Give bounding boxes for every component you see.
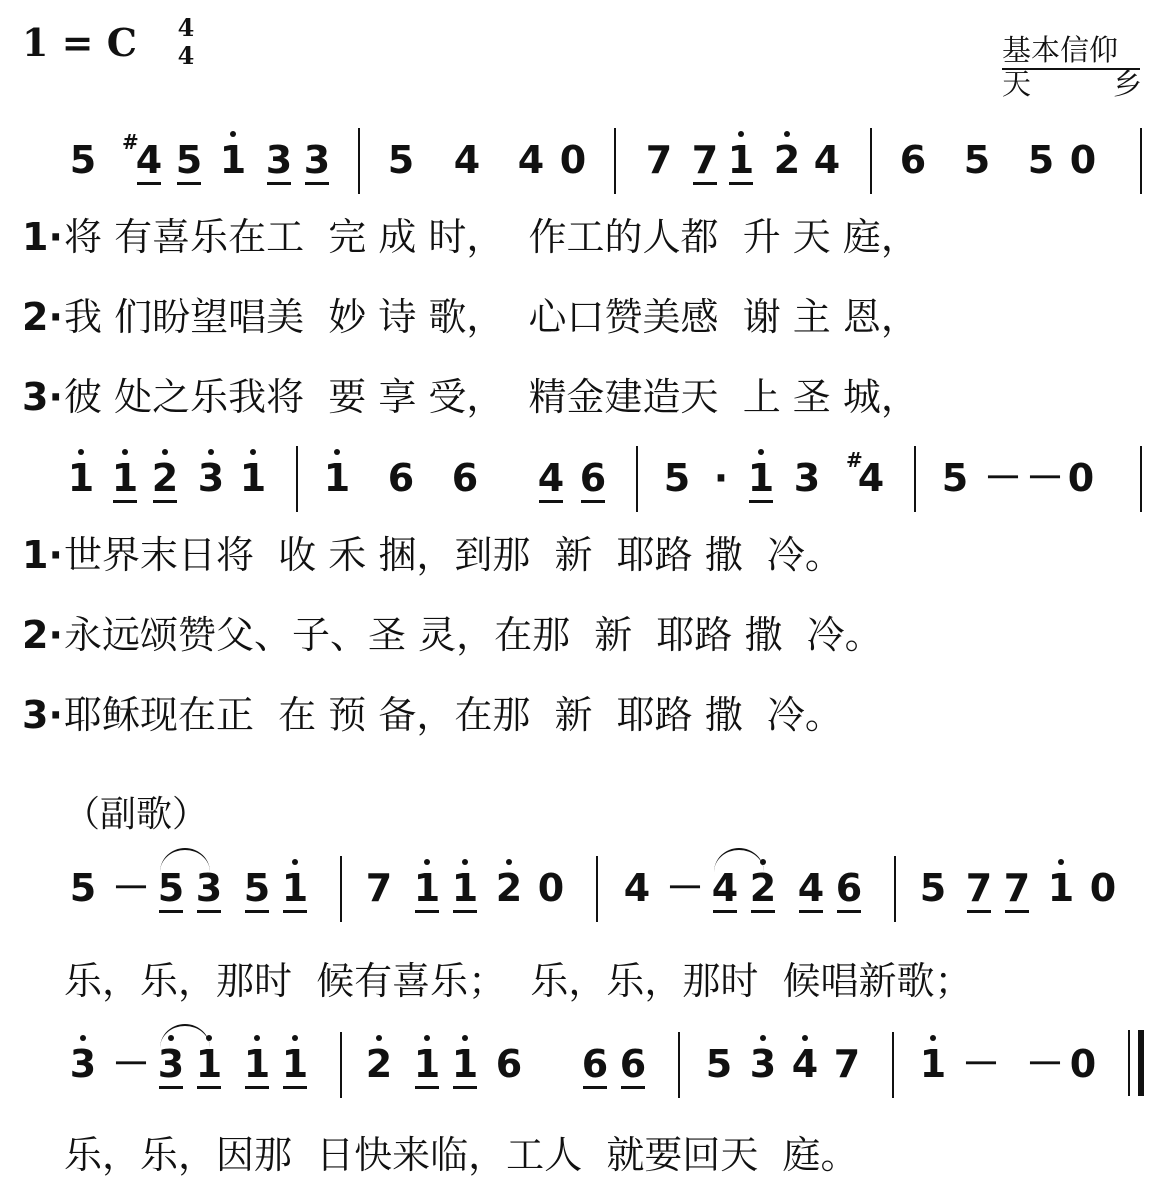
verse-number: 2· xyxy=(22,295,63,339)
note: 3 xyxy=(197,456,225,500)
sharp-sign: # xyxy=(122,130,139,154)
dash: － xyxy=(962,1042,1001,1086)
note: 4 xyxy=(537,456,565,500)
dash: － xyxy=(112,1042,151,1086)
notation-row-2 xyxy=(0,448,1165,516)
note: 1 xyxy=(239,456,267,500)
note: 3 xyxy=(303,138,331,182)
note: 3 xyxy=(749,1042,777,1086)
bar-line xyxy=(596,856,598,922)
note: 4 xyxy=(857,456,885,500)
verse-number: 1· xyxy=(22,533,63,577)
note: 3 xyxy=(157,1042,185,1086)
note: 5 xyxy=(963,138,991,182)
bar-line xyxy=(894,856,896,922)
bar-line xyxy=(678,1032,680,1098)
time-signature-top: 4 xyxy=(177,13,195,42)
note: 3 xyxy=(265,138,293,182)
time-signature-bottom: 4 xyxy=(177,41,195,70)
key-signature: 1 = C xyxy=(22,20,137,65)
note: 0 xyxy=(1067,456,1095,500)
note: 5 xyxy=(941,456,969,500)
final-bar-thick xyxy=(1138,1030,1144,1096)
dash: － xyxy=(1026,1042,1065,1086)
note: 0 xyxy=(537,866,565,910)
note: 0 xyxy=(1069,1042,1097,1086)
bar-line xyxy=(870,128,872,194)
augmentation-dot: · xyxy=(713,456,729,500)
note: 0 xyxy=(1069,138,1097,182)
note: 5 xyxy=(69,866,97,910)
bar-line xyxy=(340,1032,342,1098)
note: 5 xyxy=(69,138,97,182)
note: 6 xyxy=(619,1042,647,1086)
note: 1 xyxy=(281,866,309,910)
note: 2 xyxy=(151,456,179,500)
lyric-text: 永远颂赞父、子、圣 灵，在那 新 耶路 撒 冷。 xyxy=(64,613,883,657)
note: 5 xyxy=(175,138,203,182)
note: 6 xyxy=(387,456,415,500)
verse-number: 1· xyxy=(22,215,63,259)
bar-line xyxy=(892,1032,894,1098)
note: 2 xyxy=(365,1042,393,1086)
note: 5 xyxy=(243,866,271,910)
bar-line xyxy=(296,446,298,512)
notation-row-1 xyxy=(0,130,1165,198)
bar-line xyxy=(636,446,638,512)
note: 2 xyxy=(749,866,777,910)
author-char-2: 乡 xyxy=(1112,67,1142,101)
final-bar-thin xyxy=(1128,1030,1130,1096)
note: 6 xyxy=(579,456,607,500)
verse-number: 3· xyxy=(22,693,63,737)
note: 6 xyxy=(899,138,927,182)
lyric-text: 世界末日将 收 禾 捆，到那 新 耶路 撒 冷。 xyxy=(64,533,843,577)
note: 4 xyxy=(453,138,481,182)
note: 6 xyxy=(581,1042,609,1086)
note: 1 xyxy=(281,1042,309,1086)
chorus-label: （副歌） xyxy=(64,794,209,835)
dash: － xyxy=(666,866,705,910)
author-char-1: 天 xyxy=(1002,67,1032,101)
lyric-text: 耶稣现在正 在 预 备，在那 新 耶路 撒 冷。 xyxy=(64,693,843,737)
bar-line xyxy=(914,446,916,512)
dash: － xyxy=(984,456,1023,500)
note: 0 xyxy=(559,138,587,182)
note: 4 xyxy=(135,138,163,182)
note: 5 xyxy=(1027,138,1055,182)
note: 4 xyxy=(797,866,825,910)
note: 1 xyxy=(1047,866,1075,910)
bar-line xyxy=(1140,446,1142,512)
note: 7 xyxy=(691,138,719,182)
note: 7 xyxy=(1003,866,1031,910)
note: 6 xyxy=(451,456,479,500)
note: 1 xyxy=(727,138,755,182)
note: 2 xyxy=(773,138,801,182)
chorus-lyric-1: 乐，乐，那时 候有喜乐； 乐，乐，那时 候唱新歌； xyxy=(64,959,973,1003)
dash: － xyxy=(1026,456,1065,500)
bar-line xyxy=(358,128,360,194)
note: 1 xyxy=(219,138,247,182)
note: 3 xyxy=(793,456,821,500)
note: 5 xyxy=(705,1042,733,1086)
bar-line xyxy=(614,128,616,194)
note: 7 xyxy=(833,1042,861,1086)
note: 1 xyxy=(451,866,479,910)
note: 1 xyxy=(323,456,351,500)
note: 3 xyxy=(195,866,223,910)
note: 1 xyxy=(111,456,139,500)
chorus-lyric-2: 乐，乐，因那 日快来临，工人 就要回天 庭。 xyxy=(64,1133,859,1177)
note: 7 xyxy=(645,138,673,182)
lyric-text: 我 们盼望唱美 妙 诗 歌， 心口赞美感 谢 主 恩， xyxy=(64,295,919,339)
note: 7 xyxy=(965,866,993,910)
dash: － xyxy=(112,866,151,910)
note: 5 xyxy=(919,866,947,910)
note: 7 xyxy=(365,866,393,910)
note: 4 xyxy=(791,1042,819,1086)
note: 2 xyxy=(495,866,523,910)
time-signature xyxy=(172,14,200,70)
note: 4 xyxy=(813,138,841,182)
note: 4 xyxy=(623,866,651,910)
note: 1 xyxy=(413,1042,441,1086)
note: 0 xyxy=(1089,866,1117,910)
bar-line xyxy=(340,856,342,922)
note: 1 xyxy=(451,1042,479,1086)
note: 1 xyxy=(413,866,441,910)
note: 1 xyxy=(747,456,775,500)
note: 3 xyxy=(69,1042,97,1086)
lyric-text: 彼 处之乐我将 要 享 受， 精金建造天 上 圣 城， xyxy=(64,375,919,419)
note: 1 xyxy=(919,1042,947,1086)
lyric-text: 将 有喜乐在工 完 成 时， 作工的人都 升 天 庭， xyxy=(64,215,919,259)
notation-row-4 xyxy=(0,1042,1165,1102)
verse-number: 3· xyxy=(22,375,63,419)
bar-line xyxy=(1140,128,1142,194)
note: 4 xyxy=(711,866,739,910)
notation-row-3 xyxy=(0,866,1165,926)
category-label: 基本信仰 xyxy=(1002,33,1119,67)
note: 6 xyxy=(495,1042,523,1086)
note: 1 xyxy=(243,1042,271,1086)
note: 4 xyxy=(517,138,545,182)
note: 1 xyxy=(67,456,95,500)
note: 5 xyxy=(663,456,691,500)
note: 6 xyxy=(835,866,863,910)
verse-number: 2· xyxy=(22,613,63,657)
sharp-sign: # xyxy=(846,448,863,472)
note: 5 xyxy=(387,138,415,182)
note: 5 xyxy=(157,866,185,910)
note: 1 xyxy=(195,1042,223,1086)
